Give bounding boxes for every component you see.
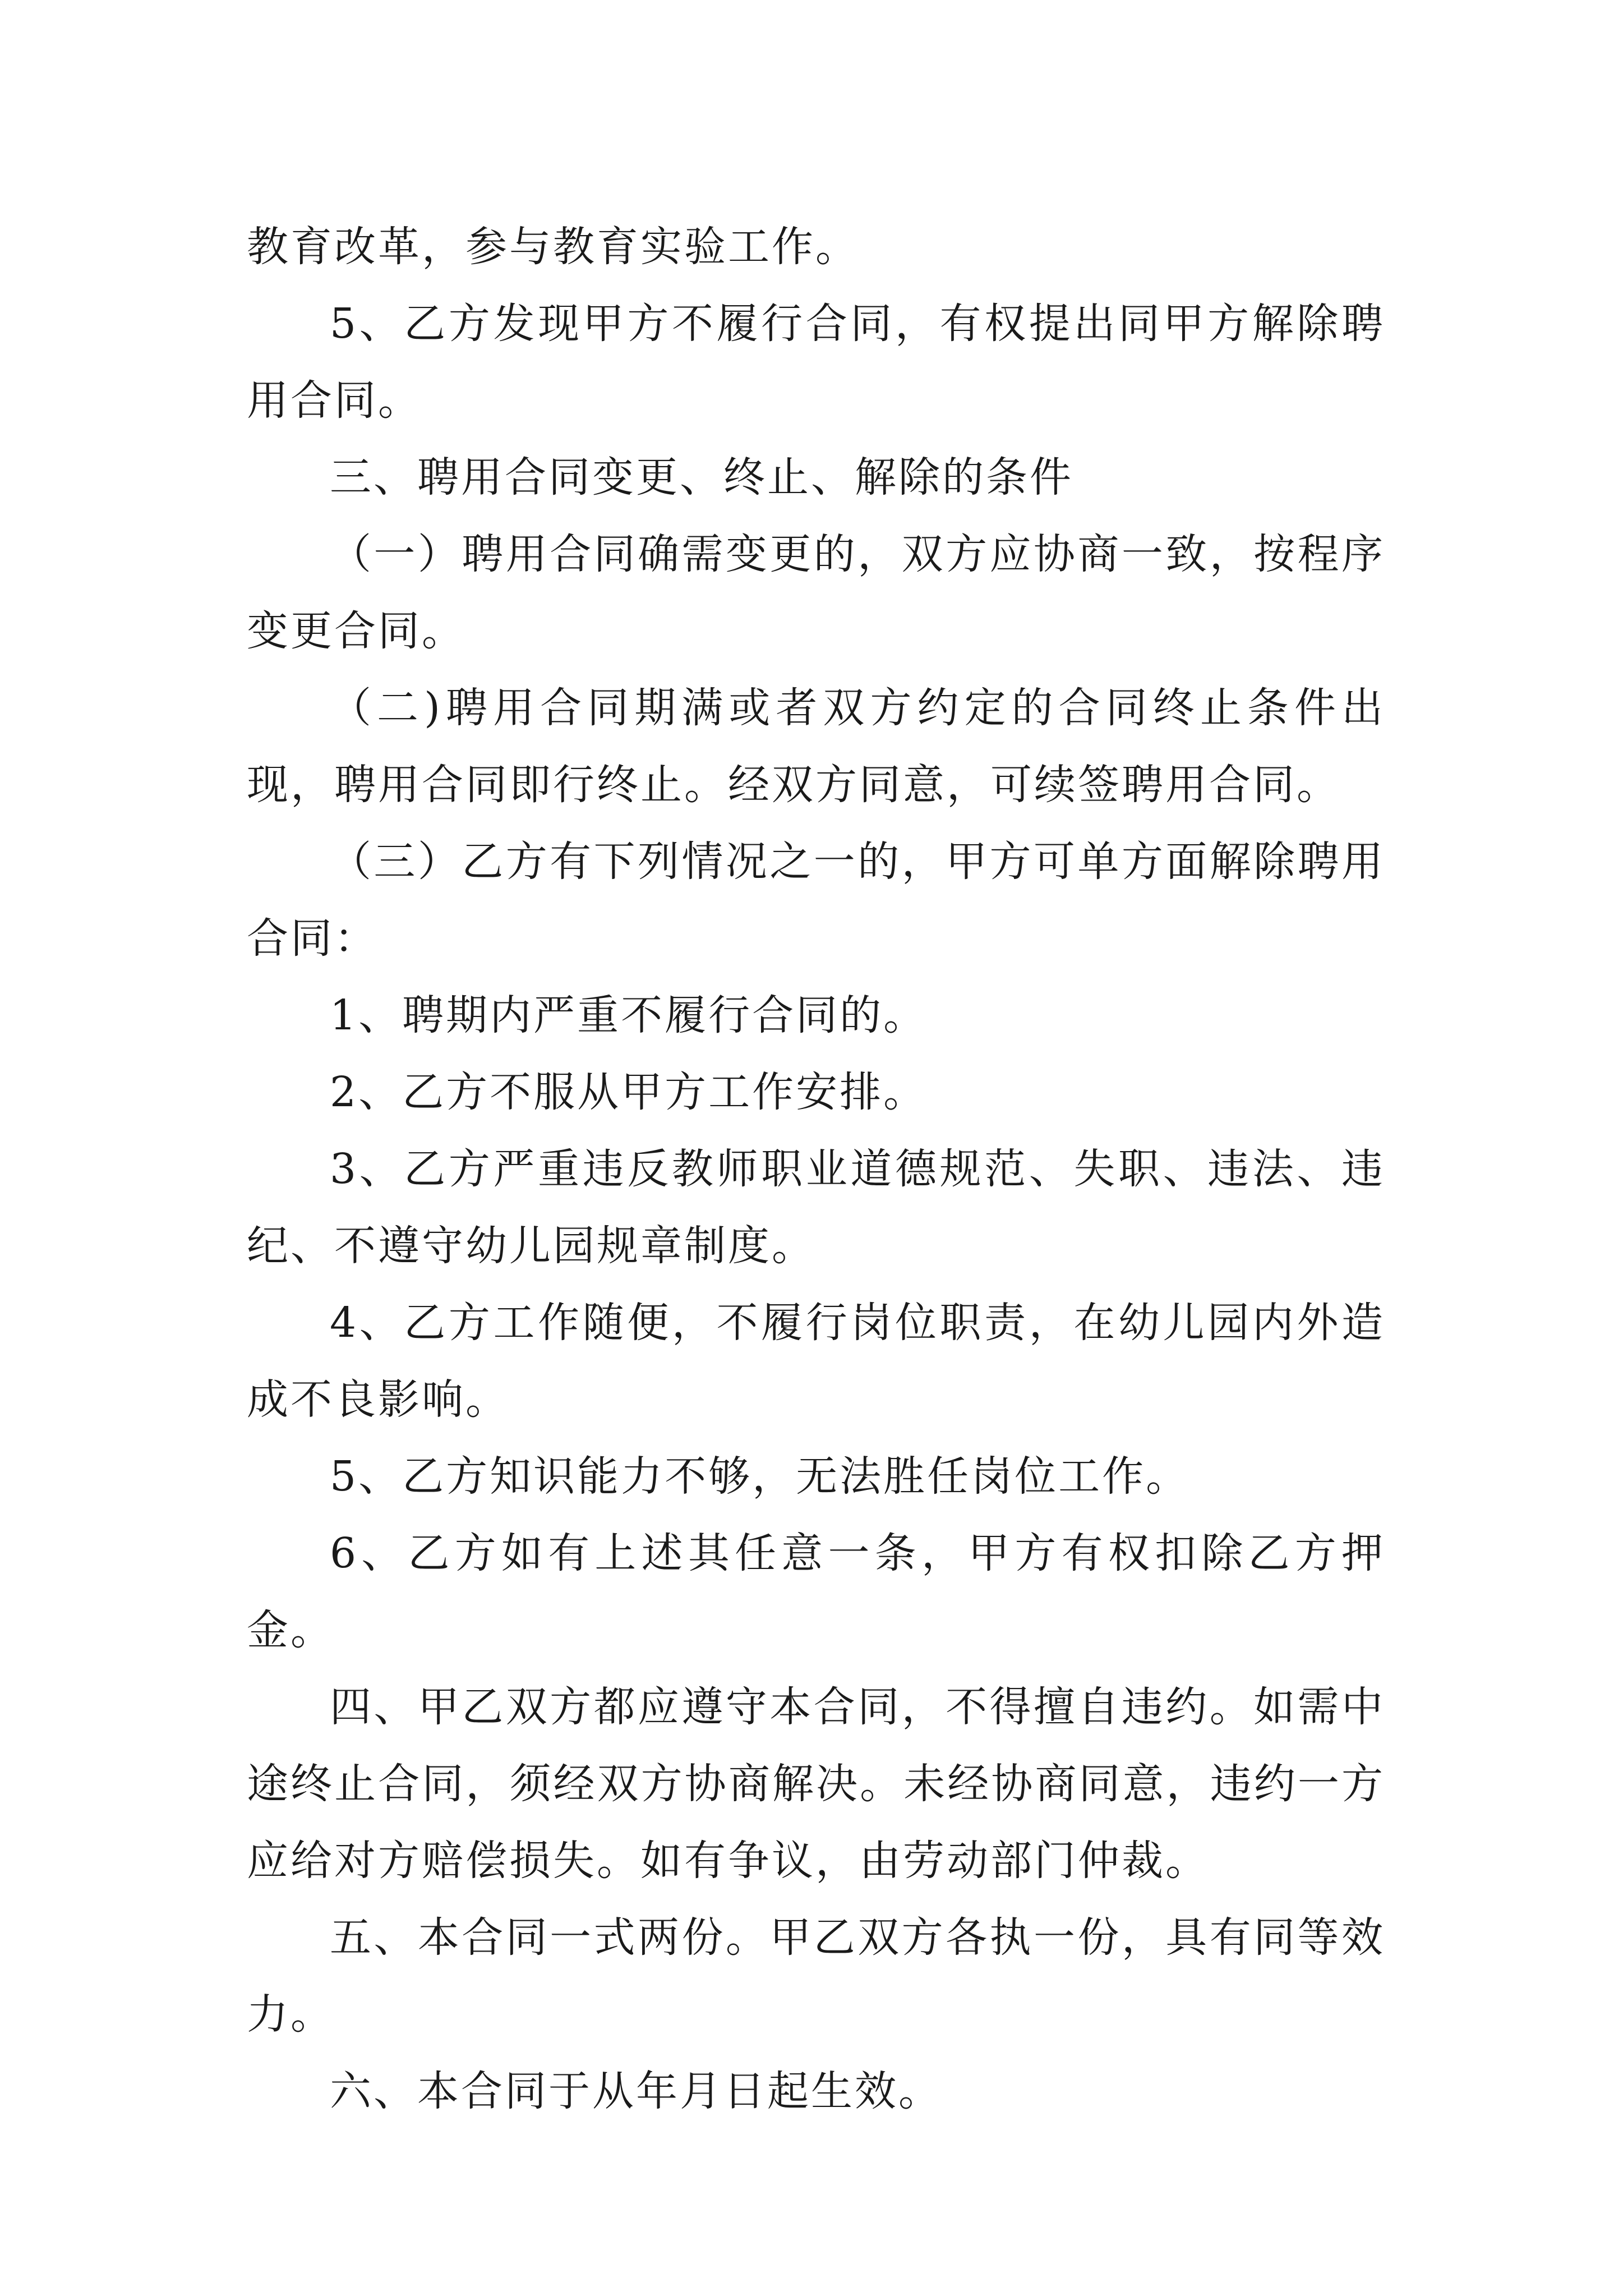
paragraph-sub-2-expiry: （二)聘用合同期满或者双方约定的合同终止条件出现，聘用合同即行终止。经双方同意，可续签聘用合同。: [247, 684, 1385, 809]
contract-body: [247, 209, 1385, 2130]
paragraph-sub-1-change: （一）聘用合同确需变更的，双方应协商一致，按程序变更合同。: [247, 530, 1385, 655]
section-5-copies: 五、本合同一式两份。甲乙双方各执一份，具有同等效力。: [247, 1913, 1385, 2039]
section-4-compliance: 四、甲乙双方都应遵守本合同，不得擅自违约。如需中途终止合同，须经双方协商解决。未经协商同意，违约一方应给对方赔偿损失。如有争议，由劳动部门仲裁。: [247, 1683, 1385, 1885]
paragraph-sub-3-dismissal: （三）乙方有下列情况之一的，甲方可单方面解除聘用合同：: [247, 838, 1385, 963]
paragraph-item-5-terminate-right: 5、乙方发现甲方不履行合同，有权提出同甲方解除聘用合同。: [247, 300, 1385, 425]
section-heading-3: 三、聘用合同变更、终止、解除的条件: [330, 453, 1073, 501]
paragraph-continuation: 教育改革，参与教育实验工作。: [247, 223, 859, 271]
list-item-1: 1、聘期内严重不履行合同的。: [330, 991, 928, 1039]
list-item-6: 6、乙方如有上述其任意一条，甲方有权扣除乙方押金。: [247, 1529, 1385, 1654]
section-6-effective-date: 六、本合同于从年月日起生效。: [330, 2067, 942, 2115]
list-item-3: 3、乙方严重违反教师职业道德规范、失职、违法、违纪、不遵守幼儿园规章制度。: [247, 1145, 1385, 1270]
list-item-4: 4、乙方工作随便，不履行岗位职责，在幼儿园内外造成不良影响。: [247, 1299, 1385, 1424]
list-item-2: 2、乙方不服从甲方工作安排。: [330, 1068, 928, 1116]
list-item-5: 5、乙方知识能力不够，无法胜任岗位工作。: [330, 1452, 1190, 1501]
